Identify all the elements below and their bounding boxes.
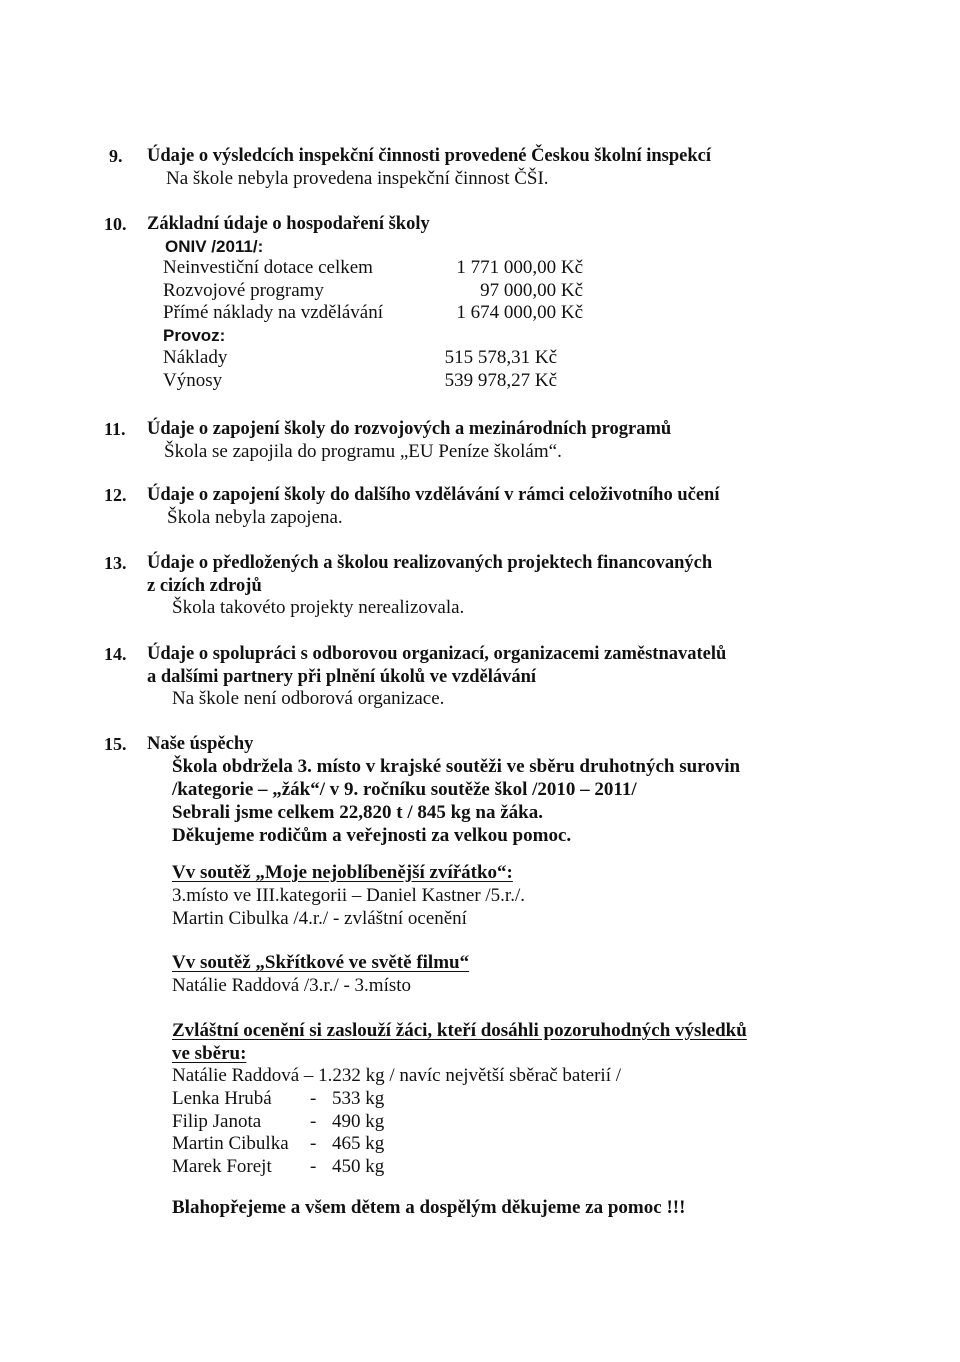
achievement-line: /kategorie – „žák“/ v 9. ročníku soutěže škol /2010 – 2011/ xyxy=(172,779,637,800)
dash: - xyxy=(310,1155,317,1177)
weight: 465 kg xyxy=(332,1133,385,1154)
finance-value: 97 000,00 Kč xyxy=(480,279,583,301)
section-11-number: 11. xyxy=(104,419,126,439)
section-12-heading: Údaje o zapojení školy do dalšího vzdělávání v rámci celoživotního učení xyxy=(147,485,720,505)
section-13-heading-cont: z cizích zdrojů xyxy=(147,576,262,596)
closing-line: Blahopřejeme a všem dětem a dospělým děkujeme za pomoc !!! xyxy=(172,1197,686,1218)
section-9-number: 9. xyxy=(109,146,123,166)
list-item xyxy=(172,1156,412,1179)
contest-2-line: Natálie Raddová /3.r./ - 3.místo xyxy=(172,975,412,996)
contest-1-line: 3.místo ve III.kategorii – Daniel Kastner /5.r./. xyxy=(172,885,525,906)
special-award-title-cont: ve sběru: xyxy=(172,1043,247,1064)
section-14-heading: Údaje o spolupráci s odborovou organizací, organizacemi zaměstnavatelů xyxy=(147,644,727,664)
achievement-line: Sebrali jsme celkem 22,820 t / 845 kg na žáka. xyxy=(172,802,544,823)
section-9-heading: Údaje o výsledcích inspekční činnosti provedené Českou školní inspekcí xyxy=(147,146,711,166)
pupil-name: Filip Janota xyxy=(172,1110,262,1132)
provoz-row xyxy=(163,325,583,348)
list-item xyxy=(172,1133,412,1156)
finance-value: 515 578,31 Kč xyxy=(444,347,557,368)
pupil-name: Martin Cibulka xyxy=(172,1133,289,1154)
section-14-heading-cont: a dalšími partnery při plnění úkolů ve vzdělávání xyxy=(147,667,537,687)
section-14-number: 14. xyxy=(104,644,127,664)
contest-2-title: Vv soutěž „Skřítkové ve světě filmu“ xyxy=(172,952,470,973)
finance-row xyxy=(163,302,583,325)
section-10-number: 10. xyxy=(104,214,127,234)
section-12-number: 12. xyxy=(104,485,127,505)
special-award-title: Zvláštní ocenění si zaslouží žáci, kteří dosáhli pozoruhodných výsledků xyxy=(172,1020,747,1041)
special-award-first: Natálie Raddová – 1.232 kg / navíc největší sběrač baterií / xyxy=(172,1065,621,1086)
dash: - xyxy=(310,1110,317,1132)
finance-table xyxy=(163,257,583,392)
provoz-label: Provoz: xyxy=(163,325,226,345)
finance-row xyxy=(163,280,583,303)
section-11-heading: Údaje o zapojení školy do rozvojových a mezinárodních programů xyxy=(147,419,672,439)
section-10-subheading: ONIV /2011/: xyxy=(165,237,264,256)
contest-1-line: Martin Cibulka /4.r./ - zvláštní ocenění xyxy=(172,908,467,929)
section-11-text: Škola se zapojila do programu „EU Peníze školám“. xyxy=(164,441,562,462)
pupil-name: Lenka Hrubá xyxy=(172,1088,272,1109)
section-15-heading: Naše úspěchy xyxy=(147,734,254,754)
section-13-heading: Údaje o předložených a školou realizovaných projektech financovaných xyxy=(147,553,713,573)
weight: 490 kg xyxy=(332,1110,385,1132)
finance-value: 539 978,27 Kč xyxy=(444,369,557,391)
weight: 533 kg xyxy=(332,1088,385,1109)
finance-label: Rozvojové programy xyxy=(163,279,324,301)
section-12-text: Škola nebyla zapojena. xyxy=(167,507,343,528)
section-9-text: Na škole nebyla provedena inspekční činnost ČŠI. xyxy=(166,168,549,189)
section-10-heading: Základní údaje o hospodaření školy xyxy=(147,214,430,234)
finance-row xyxy=(163,257,583,280)
section-15-number: 15. xyxy=(104,734,127,754)
finance-value: 1 674 000,00 Kč xyxy=(456,302,583,323)
finance-label: Přímé náklady na vzdělávání xyxy=(163,302,384,323)
list-item xyxy=(172,1088,412,1111)
achievement-line: Děkujeme rodičům a veřejnosti za velkou pomoc. xyxy=(172,825,572,846)
section-13-number: 13. xyxy=(104,553,127,573)
finance-label: Náklady xyxy=(163,347,228,368)
section-13-text: Škola takovéto projekty nerealizovala. xyxy=(172,597,465,618)
pupil-name: Marek Forejt xyxy=(172,1155,272,1177)
finance-value: 1 771 000,00 Kč xyxy=(456,257,583,278)
list-item xyxy=(172,1111,412,1134)
section-14-text: Na škole není odborová organizace. xyxy=(172,688,445,709)
dash: - xyxy=(310,1133,317,1154)
collection-results xyxy=(172,1088,412,1178)
finance-label: Neinvestiční dotace celkem xyxy=(163,257,373,278)
weight: 450 kg xyxy=(332,1155,385,1177)
finance-label: Výnosy xyxy=(163,369,223,391)
finance-row xyxy=(163,370,583,393)
achievement-line: Škola obdržela 3. místo v krajské soutěži ve sběru druhotných surovin xyxy=(172,756,741,777)
dash: - xyxy=(310,1088,317,1109)
finance-row xyxy=(163,347,583,370)
contest-1-title: Vv soutěž „Moje nejoblíbenější zvířátko“: xyxy=(172,862,513,883)
